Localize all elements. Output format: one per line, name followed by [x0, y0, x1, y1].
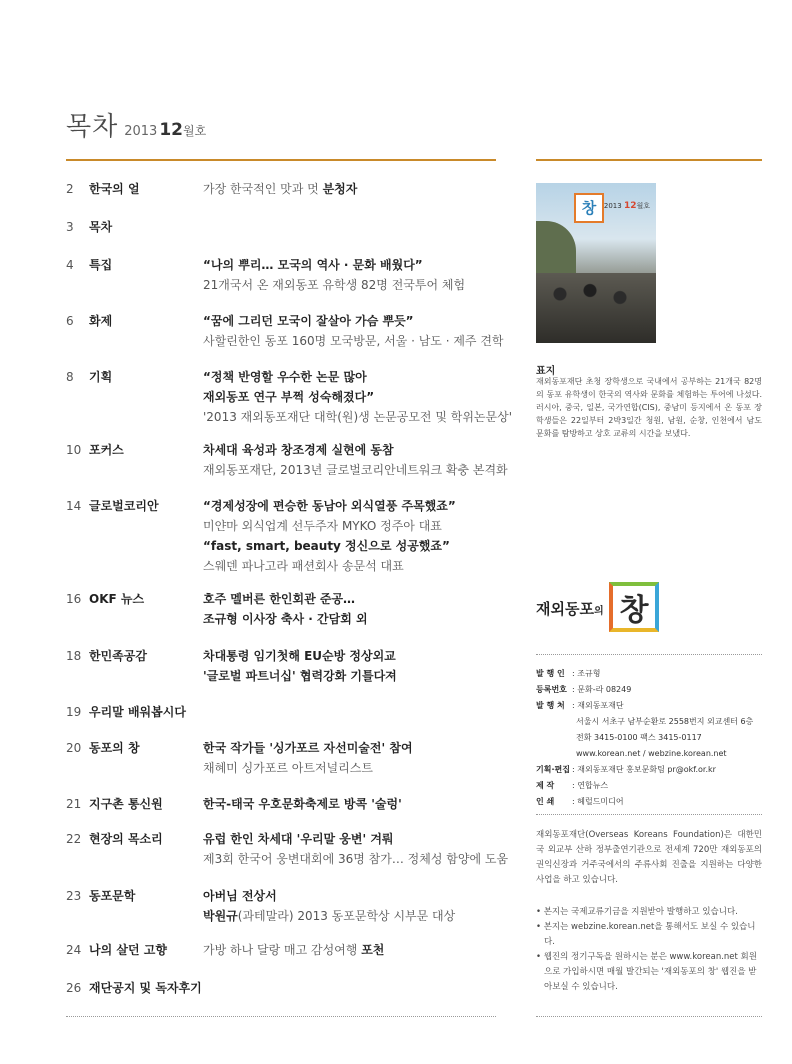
colophon-key: 제 작	[536, 781, 555, 790]
right-lower-dotline	[536, 814, 762, 815]
toc-article-line: '글로벌 파트너십' 협력강화 기틀다져	[203, 669, 397, 683]
foundation-description: 재외동포재단(Overseas Koreans Foundation)은 대한민국 외교부 산하 정부출연기관으로 전세계 720만 재외동포의 권익신장과 거주국에서의 주류사회 진출을 지원하는 다양한 사업을 하고 있습니다.	[536, 830, 762, 885]
toc-article-line: 재외동포재단, 2013년 글로벌코리안네트워크 확충 본격화	[203, 463, 508, 477]
toc-page-number: 16	[66, 592, 82, 606]
colophon-value: 헤럴드미디어	[577, 797, 624, 806]
right-mid-dotline	[536, 654, 762, 655]
toc-section-name: 동포문학	[89, 889, 136, 903]
toc-page-number: 23	[66, 889, 82, 903]
toc-article	[203, 940, 513, 960]
toc-page-number: 4	[66, 258, 74, 272]
toc-page-number: 8	[66, 370, 74, 384]
toc-article-line: 한국 작가들 '싱가포르 자선미술전' 참여	[203, 741, 413, 755]
colophon-value: 전화 3415-0100 팩스 3415-0117	[576, 733, 702, 742]
toc-article-line: “경제성장에 편승한 동남아 외식열풍 주목했죠”	[203, 499, 456, 513]
notice-item: • 웹진의 정기구독을 원하시는 분은 www.korean.net 회원으로 가입하시면 매월 발간되는 '재외동포의 창' 웹진을 받아보실 수 있습니다.	[536, 952, 757, 992]
toc-article	[203, 440, 513, 480]
toc-article	[203, 179, 513, 199]
toc-section-name: 화제	[89, 314, 113, 328]
toc-page-number: 6	[66, 314, 74, 328]
left-top-rule	[66, 159, 496, 161]
toc-article-line: 스웨덴 파나고라 패션회사 송문석 대표	[203, 559, 404, 573]
cover-tree	[536, 221, 576, 281]
toc-heading: 목차	[66, 112, 119, 142]
colophon-key: 발 행 처	[536, 701, 565, 710]
notice-item: • 본지는 국제교류기금을 지원받아 발행하고 있습니다.	[536, 907, 738, 917]
toc-article	[203, 311, 513, 351]
page-title	[66, 106, 206, 143]
toc-section-name: 포커스	[89, 443, 124, 457]
colophon-value: 재외동포재단 홍보문화팀 pr@okf.or.kr	[577, 765, 716, 774]
toc-section-name: 현장의 목소리	[89, 832, 163, 846]
cover-logo: 창	[574, 193, 604, 223]
toc-article	[203, 589, 513, 629]
toc-section-name: 재단공지 및 독자후기	[89, 981, 202, 995]
toc-section-name: 한민족공감	[89, 649, 147, 663]
toc-page-number: 14	[66, 499, 82, 513]
colophon-line: 발 행 처 : 재외동포재단	[536, 701, 624, 710]
logo-text: 재외동포의	[536, 600, 604, 618]
toc-article-line: 21개국서 온 재외동포 유학생 82명 전국투어 체험	[203, 278, 466, 292]
toc-page-number: 10	[66, 443, 82, 457]
toc-page-number: 20	[66, 741, 82, 755]
issue-month-unit: 월호	[183, 124, 207, 138]
toc-section-name: 목차	[89, 220, 113, 234]
colophon-line	[576, 748, 727, 760]
colophon-key: 기획·편집	[536, 765, 570, 774]
toc-page-number: 22	[66, 832, 82, 846]
toc-article-line: 채혜미 싱가포르 아트저널리스트	[203, 761, 373, 775]
toc-article	[203, 646, 513, 686]
left-bottom-dotline	[66, 1016, 496, 1017]
toc-article-line: 제3회 한국어 웅변대회에 36명 참가… 정체성 함양에 도움	[203, 852, 509, 866]
toc-article	[203, 738, 513, 778]
colophon-key: 등록번호	[536, 685, 567, 694]
toc-article-line: “꿈에 그리던 모국이 잘살아 가슴 뿌듯”	[203, 314, 414, 328]
toc-article-line: 미얀마 외식업계 선두주자 MYKO 정주아 대표	[203, 519, 442, 533]
toc-page-number: 2	[66, 182, 74, 196]
toc-article-line: 호주 멜버른 한인회관 준공…	[203, 592, 356, 606]
colophon-line: 제 작 : 연합뉴스	[536, 781, 609, 790]
notice-list	[536, 905, 762, 995]
toc-article-line: 사할린한인 동포 160명 모국방문, 서울 · 남도 · 제주 견학	[203, 334, 504, 348]
colophon-value: www.korean.net / webzine.korean.net	[576, 749, 727, 758]
right-bottom-dotline	[536, 1016, 762, 1017]
toc-page-number: 3	[66, 220, 74, 234]
toc-article-line: “나의 뿌리… 모국의 역사 · 문화 배웠다”	[203, 258, 423, 272]
colophon-value: 문화-라 08249	[577, 685, 632, 694]
toc-article-line: '2013 재외동포재단 대학(원)생 논문공모전 및 학위논문상'	[203, 410, 513, 424]
toc-article	[203, 367, 513, 427]
toc-section-name: 글로벌코리안	[89, 499, 159, 513]
colophon-line	[576, 732, 702, 744]
toc-page-number: 19	[66, 705, 82, 719]
toc-page-number: 26	[66, 981, 82, 995]
colophon-line: 발 행 인 : 조규형	[536, 669, 601, 678]
toc-article	[203, 794, 513, 814]
toc-section-name: OKF 뉴스	[89, 592, 145, 606]
toc-article-line: 아버님 전상서	[203, 889, 277, 903]
colophon-value: 재외동포재단	[577, 701, 624, 710]
issue-month: 12	[159, 120, 183, 140]
colophon-line: 기획·편집 : 재외동포재단 홍보문화팀 pr@okf.or.kr	[536, 765, 716, 774]
right-top-rule	[536, 159, 762, 161]
toc-article-line: 재외동포 연구 부쩍 성숙해졌다”	[203, 390, 375, 404]
colophon-value: 조규형	[577, 669, 601, 678]
colophon-value: 연합뉴스	[577, 781, 609, 790]
toc-section-name: 지구촌 통신원	[89, 797, 163, 811]
toc-section-name: 기획	[89, 370, 113, 384]
toc-article-line: 차세대 육성과 창조경제 실현에 동참	[203, 443, 394, 457]
colophon-line: 인 쇄 : 헤럴드미디어	[536, 797, 624, 806]
notice-item: • 본지는 webzine.korean.net을 통해서도 보실 수 있습니다.	[536, 922, 756, 947]
toc-section-name: 한국의 얼	[89, 182, 140, 196]
toc-article-line: 박원규(과테말라) 2013 동포문학상 시부문 대상	[203, 909, 456, 923]
colophon-line: 등록번호 : 문화-라 08249	[536, 685, 632, 694]
toc-article-line: 가방 하나 달랑 매고 감성여행 포천	[203, 943, 385, 957]
toc-article-line: 가장 한국적인 맛과 멋 분청자	[203, 182, 358, 196]
toc-page-number: 21	[66, 797, 82, 811]
toc-article	[203, 829, 513, 869]
issue-year: 2013	[124, 124, 158, 139]
toc-article-line: 조규형 이사장 축사 · 간담회 외	[203, 612, 368, 626]
cover-date: 2013 12월호	[603, 201, 650, 211]
toc-page-number: 24	[66, 943, 82, 957]
toc-article	[203, 496, 513, 576]
toc-article-line: “fast, smart, beauty 정신으로 성공했죠”	[203, 539, 450, 553]
toc-article	[203, 886, 513, 926]
toc-article-line: 유럽 한인 차세대 '우리말 웅변' 겨뤄	[203, 832, 394, 846]
cover-thumbnail[interactable]	[536, 183, 656, 343]
colophon-value: 서울시 서초구 남부순환로 2558번지 외교센터 6층	[576, 717, 754, 726]
colophon-line	[576, 716, 753, 728]
toc-article	[203, 255, 513, 295]
cover-caption-body: 재외동포재단 초청 장학생으로 국내에서 공부하는 21개국 82명의 동포 유학생이 한국의 역사와 문화를 체험하는 투어에 나섰다. 러시아, 중국, 일본, 국가연합(CIS), 중남미 등지에서 온 동포 장학생들은 22일부터 2박3일간 청원, 남원, 순창, 인천에서 남도 문화를 탐방하고 상호 교류의 시간을 보냈다.	[536, 377, 762, 438]
toc-section-name: 특집	[89, 258, 113, 272]
toc-article-line: 한국-태국 우호문화축제로 방콕 '술렁'	[203, 797, 402, 811]
colophon-key: 인 쇄	[536, 797, 555, 806]
colophon-key: 발 행 인	[536, 669, 565, 678]
toc-page-number: 18	[66, 649, 82, 663]
toc-section-name: 동포의 창	[89, 741, 140, 755]
cover-caption-title: 표지	[536, 366, 556, 377]
cover-photo-people	[536, 273, 656, 343]
toc-article-line: 차대통령 임기첫해 EU순방 정상외교	[203, 649, 396, 663]
logo-char-box: 창	[609, 582, 659, 632]
magazine-logo	[536, 582, 736, 638]
toc-article-line: “정책 반영할 우수한 논문 많아	[203, 370, 367, 384]
toc-section-name: 우리말 배워봅시다	[89, 705, 186, 719]
toc-section-name: 나의 살던 고향	[89, 943, 167, 957]
